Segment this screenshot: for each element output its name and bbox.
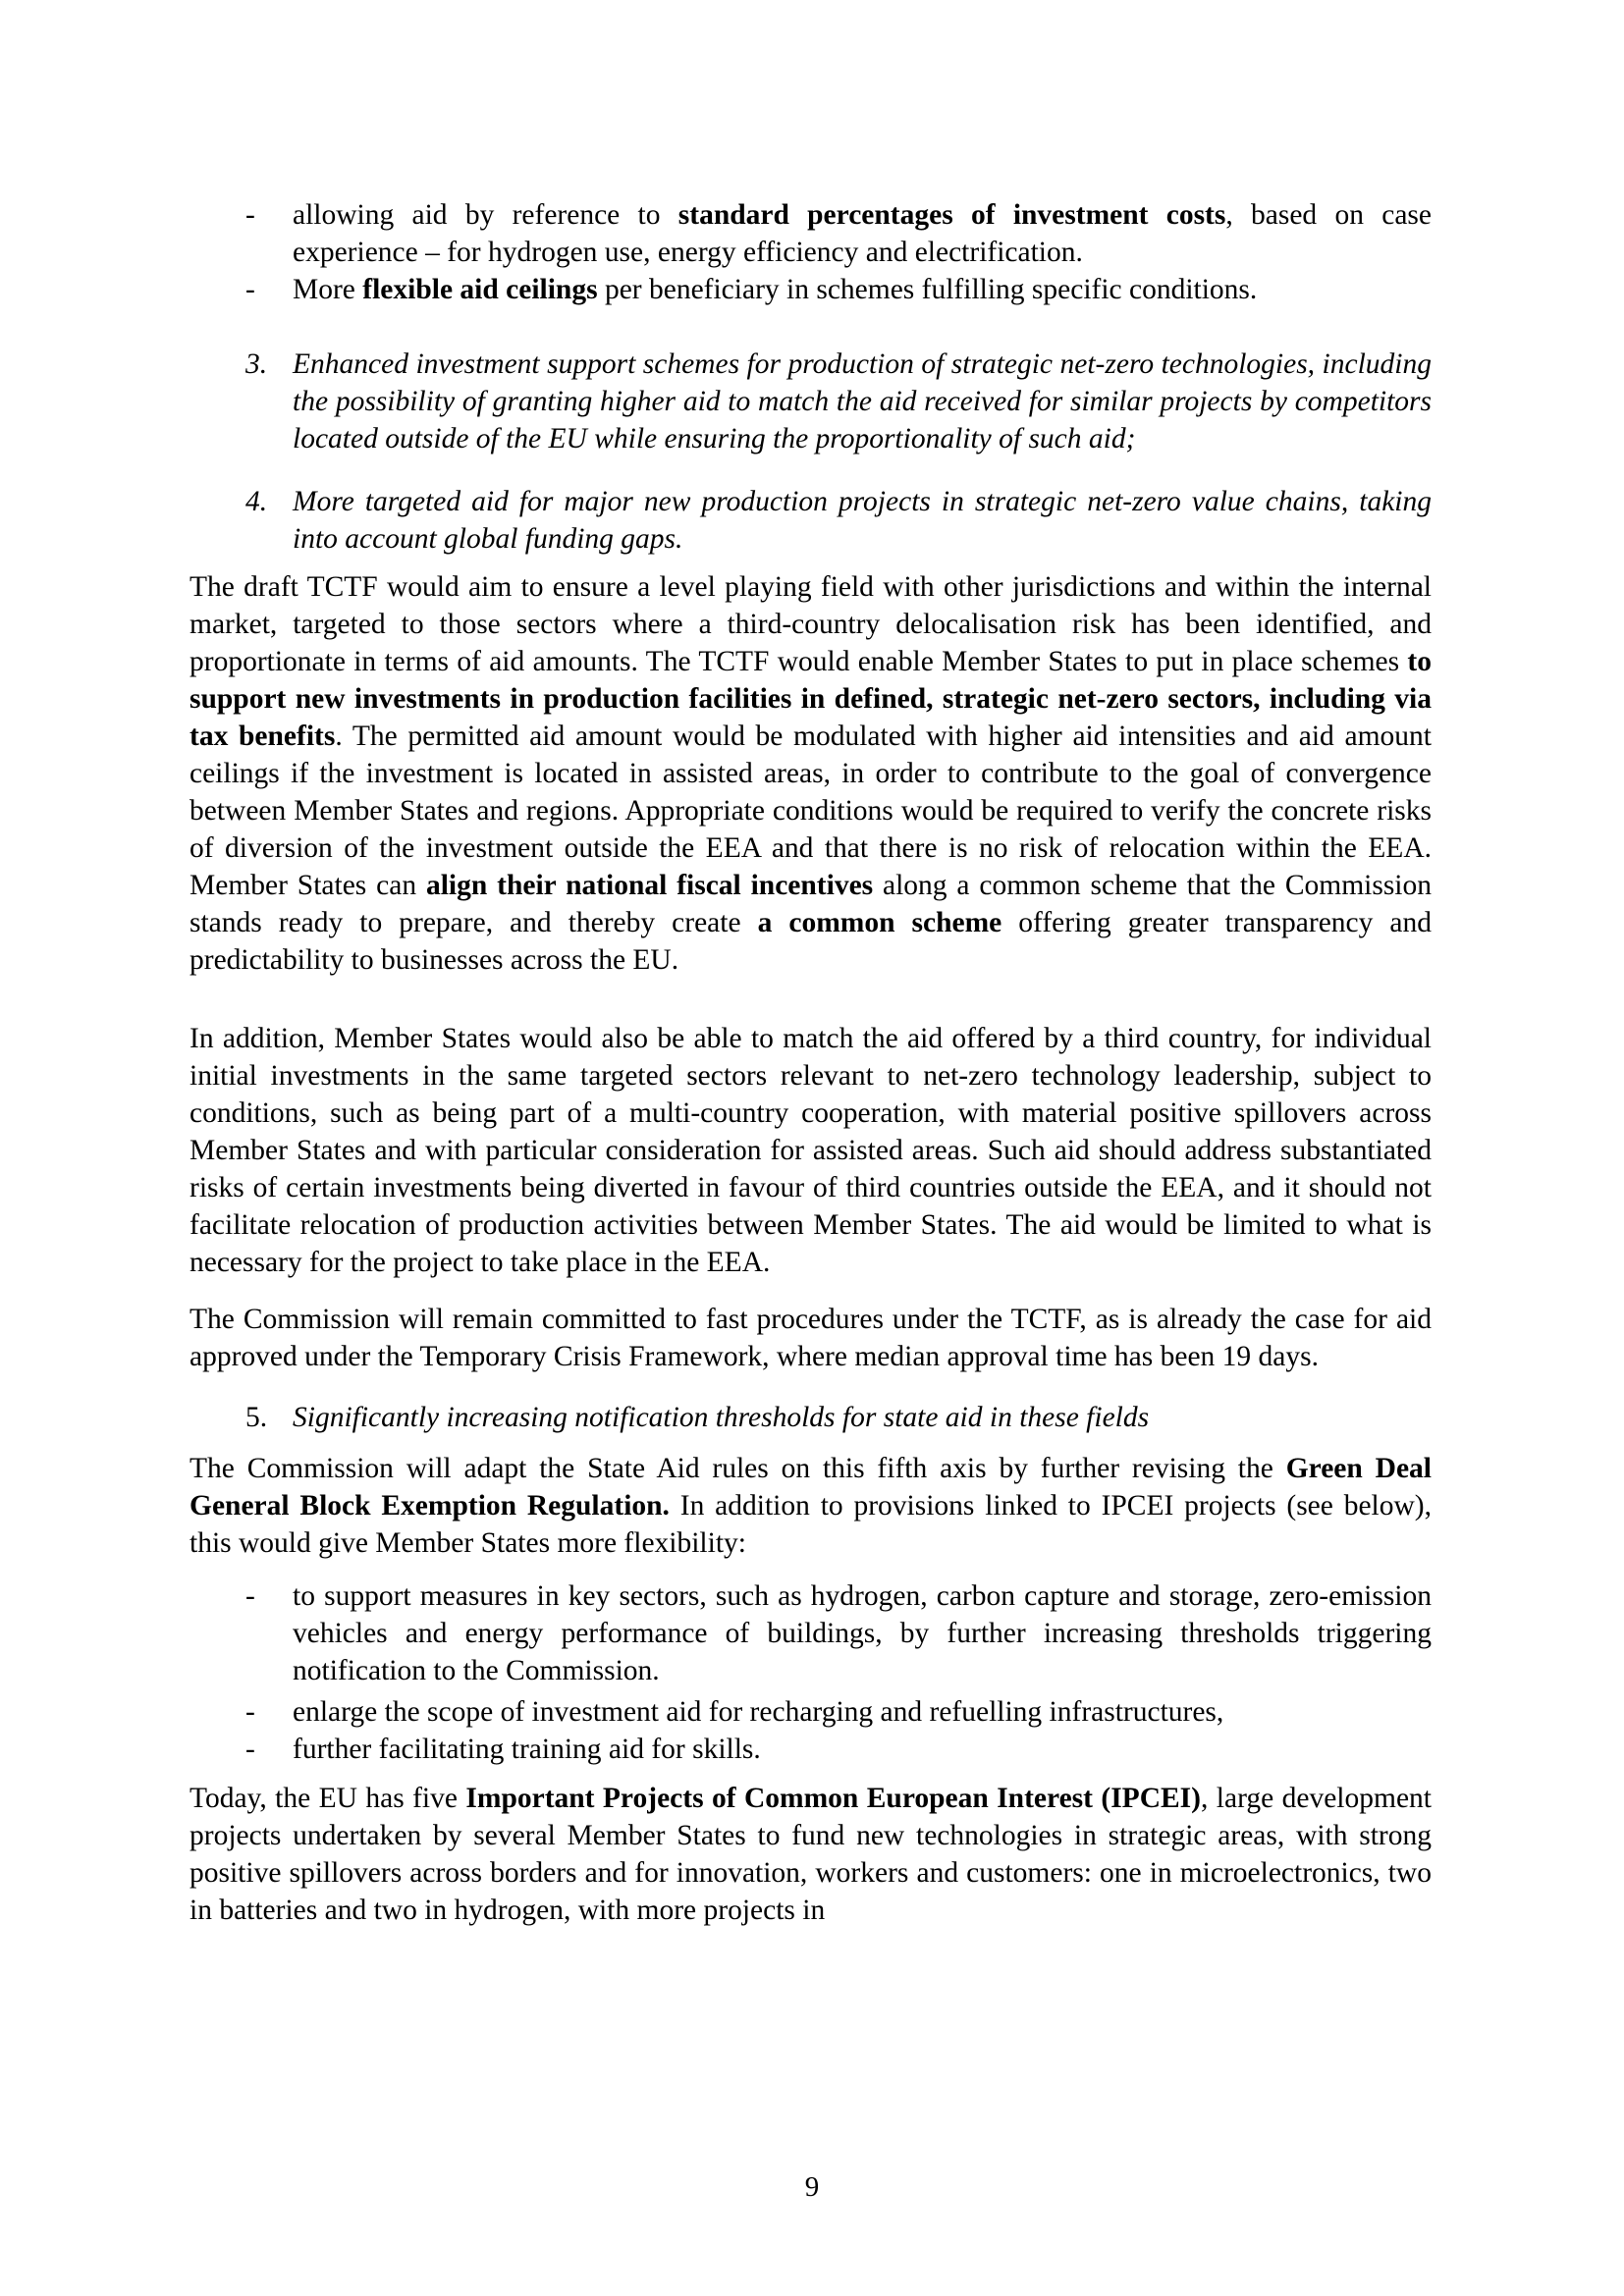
page-number: 9 — [804, 2171, 820, 2203]
numbered-item-3 — [189, 346, 1432, 457]
bullet-item-text: to support measures in key sectors, such as hydrogen, carbon capture and storage, zero-emission vehicles and energy performance of buildings, by further increasing thresholds triggering notification to the Commission. — [293, 1580, 1432, 1686]
bullet-item-text: enlarge the scope of investment aid for recharging and refuelling infrastructures, — [293, 1696, 1224, 1728]
dash-bullet-icon: - — [245, 1696, 255, 1728]
numbered-item-text: Enhanced investment support schemes for production of strategic net-zero technologies, including the possibility of granting higher aid to match the aid received for similar projects by competitors located outside of the EU while ensuring the proportionality of such aid; — [293, 348, 1432, 454]
paragraph-match-third-country-aid: In addition, Member States would also be able to match the aid offered by a third country, for individual initial investments in the same targeted sectors relevant to net-zero technology leadership, subject to conditions, such as being part of a multi-country cooperation, with material positive spillovers across Member States and with particular consideration for assisted areas. Such aid should address substantiated risks of certain investments being diverted in favour of third countries outside the EEA, and it should not facilitate relocation of production activities between Member States. The aid would be limited to what is necessary for the project to take place in the EEA. — [189, 1023, 1432, 1278]
dash-bullet-icon: - — [245, 274, 255, 305]
bullet-item-flexible-ceilings — [189, 271, 1432, 308]
item-number: 5. — [245, 1402, 268, 1433]
numbered-item-5 — [189, 1399, 1432, 1436]
item-number: 4. — [245, 486, 268, 517]
numbered-item-4 — [189, 483, 1432, 558]
paragraph-ipcei: Today, the EU has five Important Projects of Common European Interest (IPCEI), large development projects undertaken by several Member States to fund new technologies in strategic areas, with strong positive spillovers across borders and for innovation, workers and customers: one in microelectronics, two in batteries and two in hydrogen, with more projects in — [189, 1783, 1432, 1926]
bullet-item-text: further facilitating training aid for skills. — [293, 1734, 761, 1765]
bullet-item-text: allowing aid by reference to standard percentages of investment costs, based on case experience – for hydrogen use, energy efficiency and electrification. — [293, 199, 1432, 268]
dash-bullet-icon: - — [245, 1734, 255, 1765]
bullet-item-training-aid — [189, 1731, 1432, 1768]
dash-bullet-icon: - — [245, 1580, 255, 1612]
item-number: 3. — [245, 348, 268, 380]
bullet-item-recharging-infrastructures — [189, 1693, 1432, 1731]
bullet-item-standard-percentages — [189, 196, 1432, 271]
dash-bullet-icon: - — [245, 199, 255, 231]
bullet-item-text: More flexible aid ceilings per beneficiary in schemes fulfilling specific conditions. — [293, 274, 1258, 305]
paragraph-state-aid-rules: The Commission will adapt the State Aid rules on this fifth axis by further revising the Green Deal General Block Exemption Regulation. In addition to provisions linked to IPCEI projects (see below), this would give Member States more flexibility: — [189, 1453, 1432, 1559]
numbered-item-text: Significantly increasing notification thresholds for state aid in these fields — [293, 1402, 1150, 1433]
page-content — [189, 196, 1432, 1929]
paragraph-draft-tctf: The draft TCTF would aim to ensure a level playing field with other jurisdictions and within the internal market, targeted to those sectors where a third-country delocalisation risk has been identified, and proportionate in terms of aid amounts. The TCTF would enable Member States to put in place schemes to support new investments in production facilities in defined, strategic net-zero sectors, including via tax benefits. The permitted aid amount would be modulated with higher aid intensities and aid amount ceilings if the investment is located in assisted areas, in order to contribute to the goal of convergence between Member States and regions. Appropriate conditions would be required to verify the concrete risks of diversion of the investment outside the EEA and that there is no risk of relocation within the EEA. Member States can align their national fiscal incentives along a common scheme that the Commission stands ready to prepare, and thereby create a common scheme offering greater transparency and predictability to businesses across the EU. — [189, 571, 1432, 976]
bullet-item-key-sectors — [189, 1577, 1432, 1689]
numbered-item-text: More targeted aid for major new production projects in strategic net-zero value chains, taking into account global funding gaps. — [293, 486, 1432, 555]
paragraph-fast-procedures: The Commission will remain committed to fast procedures under the TCTF, as is already the case for aid approved under the Temporary Crisis Framework, where median approval time has been 19 days. — [189, 1304, 1432, 1372]
